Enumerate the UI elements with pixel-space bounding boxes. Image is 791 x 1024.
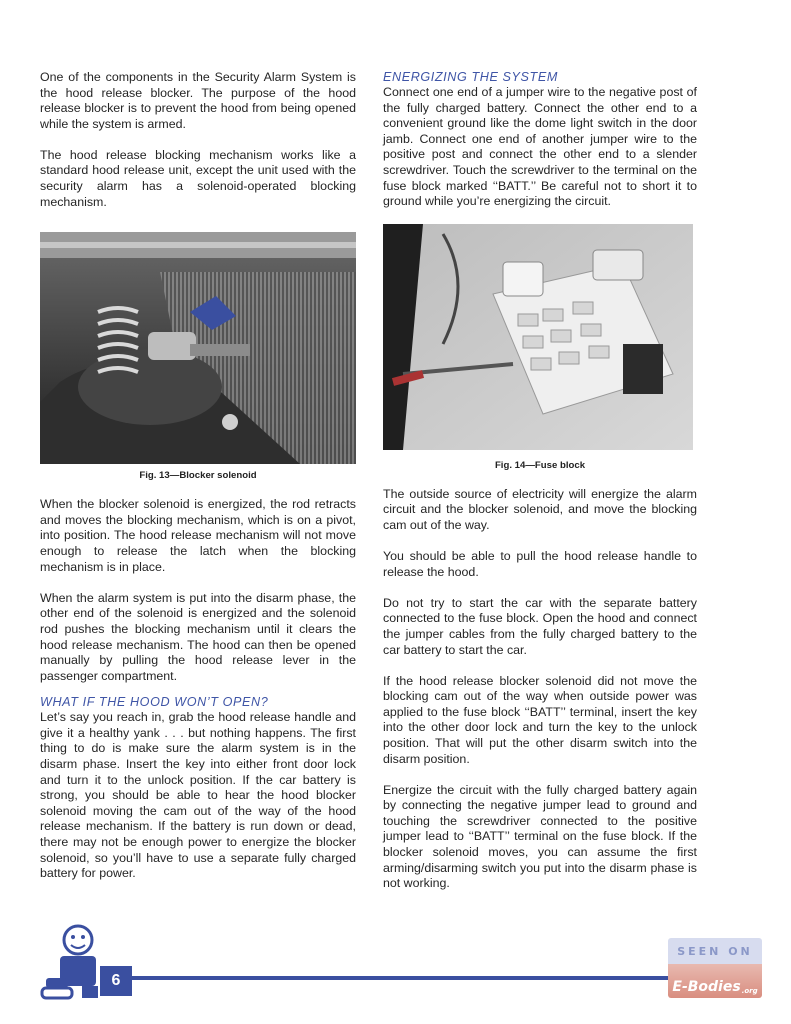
stamp-brand: E-Bodies bbox=[672, 979, 741, 995]
seen-on-ebodies-stamp bbox=[668, 938, 762, 998]
energizing-heading: ENERGIZING THE SYSTEM bbox=[383, 70, 558, 84]
figure-13-caption: Fig. 13—Blocker solenoid bbox=[139, 470, 257, 482]
left-body-paragraph-1: When the blocker solenoid is energized, the rod retracts and moves the blocking mechanism, which is on a pivot, into position. The hood release mechanism will not move enough to release the latch when the blocking mechanism is in place. bbox=[40, 497, 356, 574]
page-number: 6 bbox=[100, 966, 132, 996]
right-column bbox=[383, 70, 697, 892]
hood-wont-open-paragraph: Let’s say you reach in, grab the hood release handle and give it a healthy yank . . . but nothing happens. The first thing to do is make sure the alarm system is in the disarm phase. Insert the key into either front door lock and turn it to the unlock position. If the car battery is strong, you should be able to hear the hood blocker solenoid moving the cam out of the way of the hood release mechanism. If the battery is run down or dead, there may not be enough power to energize the blocker solenoid, so you’ll have to use a separate fully charged battery for power. bbox=[40, 710, 356, 881]
stamp-bottom-text bbox=[668, 964, 762, 998]
hood-wont-open-heading: WHAT IF THE HOOD WON’T OPEN? bbox=[40, 695, 269, 710]
energizing-paragraph: Connect one end of a jumper wire to the negative post of the fully charged battery. Connect the other end to a convenient ground like the dome light switch in the door jamb. Connect one end of another jumper wire to the positive post and connect the other end to a slender screwdriver. Touch the screwdriver to the terminal on the fuse block marked ‘‘BATT.’’ Be careful not to short it to ground while you’re energizing the circuit. bbox=[383, 85, 697, 209]
left-body-paragraph-2: When the alarm system is put into the disarm phase, the other end of the solenoid is energized and the solenoid rod pushes the blocking mechanism until it clears the hood release mechanism. The hood can then be opened manually by pulling the hood release lever in the passenger compartment. bbox=[40, 590, 356, 683]
figure-14-caption: Fig. 14—Fuse block bbox=[494, 459, 586, 471]
stamp-suffix: .org bbox=[741, 987, 758, 995]
fuse-block-illustration bbox=[383, 224, 693, 450]
intro-paragraph-2: The hood release blocking mechanism works like a standard hood release unit, except the unit used with the security alarm has a solenoid-operated blocking mechanism. bbox=[40, 147, 356, 209]
footer-rule bbox=[100, 976, 756, 980]
right-body-paragraph-4: If the hood release blocker solenoid did not move the blocking cam out of the way when outside power was applied to the fuse block ‘‘BATT’’ terminal, insert the key into the other door lock and turn the key to the unlock position. That will put the other disarm switch into the disarm position. bbox=[383, 673, 697, 766]
right-body-paragraph-1: The outside source of electricity will energize the alarm circuit and the blocker solenoid, and move the blocking cam out of the way. bbox=[383, 486, 697, 532]
fuse-block-photo bbox=[383, 224, 693, 450]
stamp-top-text: SEEN ON bbox=[668, 938, 762, 964]
right-body-paragraph-2: You should be able to pull the hood release handle to release the hood. bbox=[383, 549, 697, 579]
blocker-solenoid-photo bbox=[40, 232, 356, 464]
right-body-paragraph-5: Energize the circuit with the fully charged battery again by connecting the negative jumper lead to ground and touching the screwdriver connected to the positive jumper lead to ‘‘BATT’’ terminal on the fuse block. If the blocker solenoid moves, you can assume the first arming/disarming switch you put into the disarm phase is not working. bbox=[383, 782, 697, 891]
left-column bbox=[40, 70, 356, 882]
right-body-paragraph-3: Do not try to start the car with the separate battery connected to the fuse block. Open the hood and connect the jumper cables from the fully charged battery to the car battery to start the car. bbox=[383, 595, 697, 657]
intro-paragraph-1: One of the components in the Security Alarm System is the hood release blocker. The purpose of the hood release blocker is to prevent the hood from being opened while the system is armed. bbox=[40, 70, 356, 131]
blocker-solenoid-illustration bbox=[40, 232, 356, 464]
